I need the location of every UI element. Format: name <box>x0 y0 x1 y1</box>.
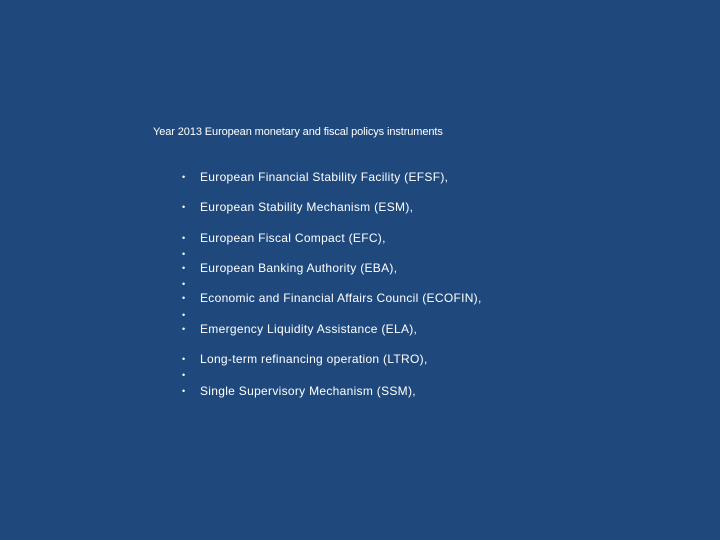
bullet-icon: • <box>182 310 186 320</box>
bullet-icon: • <box>182 263 186 273</box>
bullet-icon: • <box>182 324 186 334</box>
list-item <box>182 291 482 305</box>
list-item <box>182 231 386 245</box>
list-item-text: European Stability Mechanism (ESM), <box>200 200 414 214</box>
list-item <box>182 170 448 184</box>
list-item <box>182 322 417 336</box>
bullet-icon: • <box>182 370 186 380</box>
list-item <box>182 200 413 214</box>
slide-title: Year 2013 European monetary and fiscal policys instruments <box>153 126 443 138</box>
bullet-icon: • <box>182 233 186 243</box>
bullet-icon: • <box>182 354 186 364</box>
bullet-icon: • <box>182 293 186 303</box>
list-item-text: Single Supervisory Mechanism (SSM), <box>200 384 416 398</box>
list-item <box>182 261 397 275</box>
bullet-icon: • <box>182 386 186 396</box>
bullet-icon: • <box>182 279 186 289</box>
bullet-icon: • <box>182 202 186 212</box>
list-item-text: European Financial Stability Facility (EFSF), <box>200 170 449 184</box>
list-item <box>182 352 428 366</box>
bullet-icon: • <box>182 172 186 182</box>
list-item-text: European Banking Authority (EBA), <box>200 261 398 275</box>
list-item-text: European Fiscal Compact (EFC), <box>200 231 386 245</box>
list-item-text: Economic and Financial Affairs Council (ECOFIN), <box>200 291 482 305</box>
list-item <box>182 384 416 398</box>
list-item-text: Emergency Liquidity Assistance (ELA), <box>200 322 418 336</box>
bullet-icon: • <box>182 249 186 259</box>
list-item-text: Long-term refinancing operation (LTRO), <box>200 352 428 366</box>
